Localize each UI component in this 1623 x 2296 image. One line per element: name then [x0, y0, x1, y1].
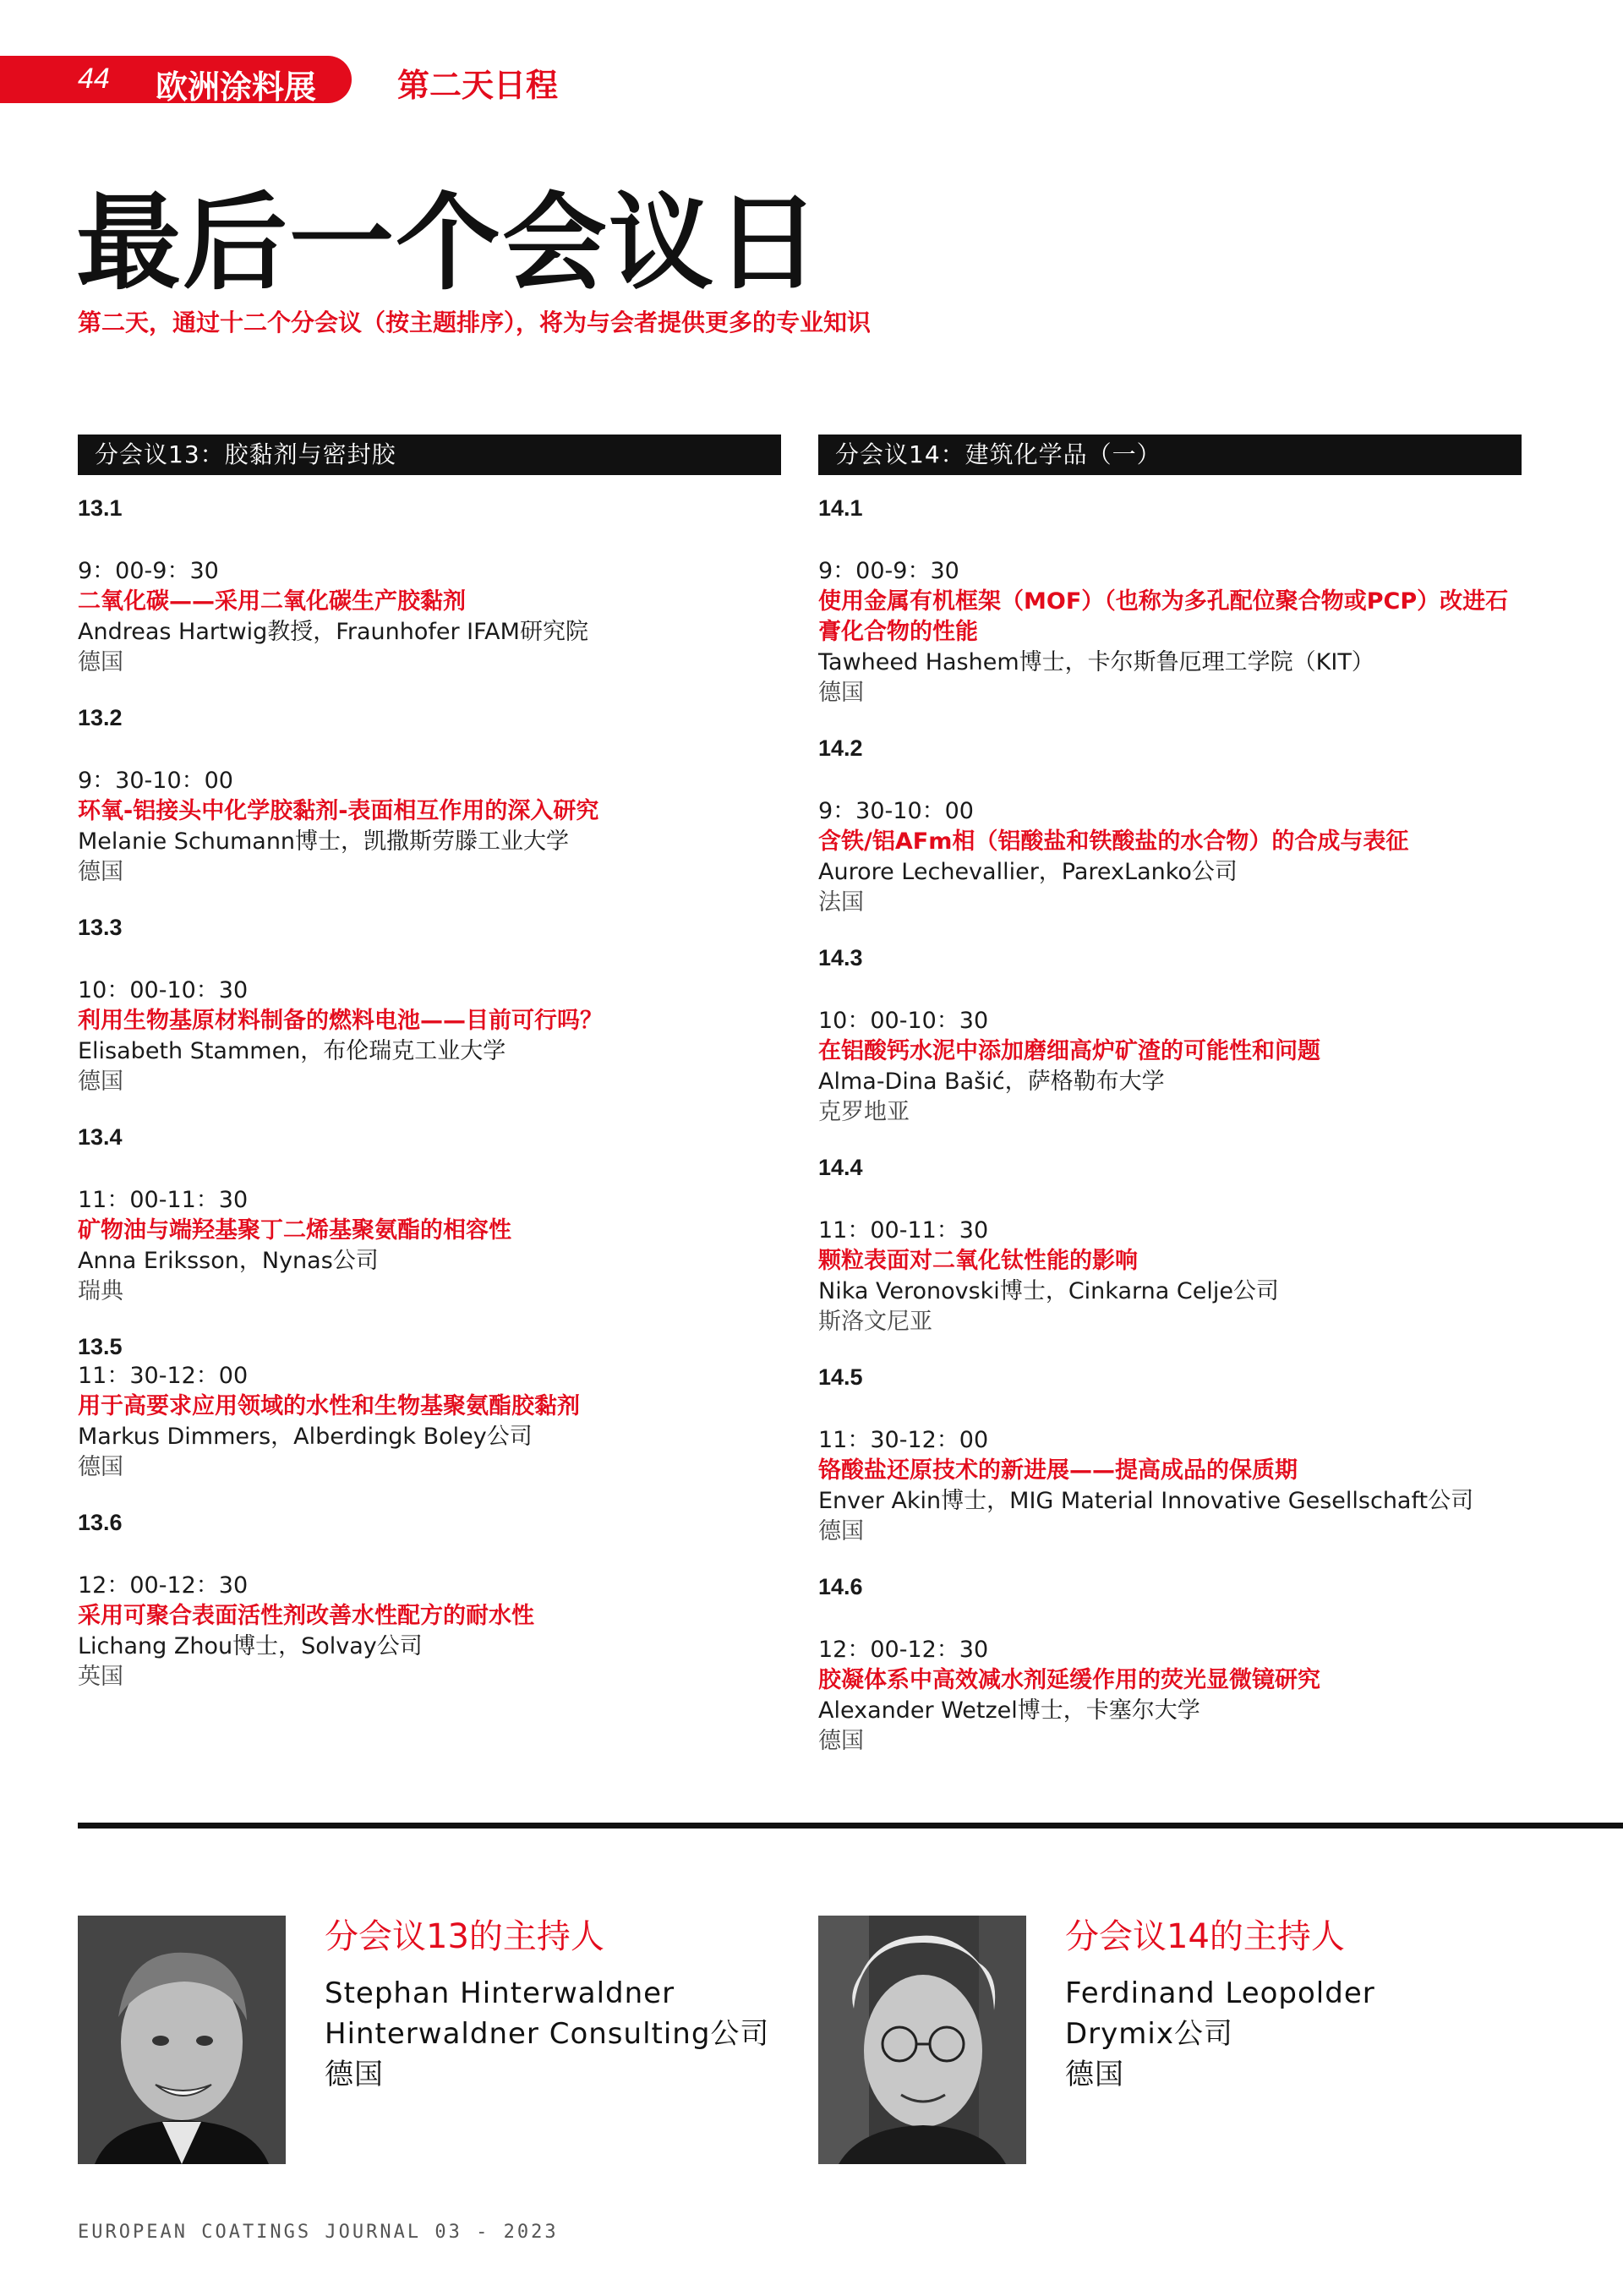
talk-id: 14.2 — [818, 735, 863, 761]
talk-speaker: Melanie Schumann博士，凯撒斯劳滕工业大学 — [78, 828, 570, 855]
talk-speaker: Enver Akin博士，MIG Material Innovative Gesellschaft公司 — [818, 1488, 1474, 1514]
session-heading: 分会议13：胶黏剂与密封胶 — [78, 435, 781, 475]
talk-title: 环氧-铝接头中化学胶黏剂-表面相互作用的深入研究 — [78, 798, 599, 824]
talk-title: 在铝酸钙水泥中添加磨细高炉矿渣的可能性和问题 — [818, 1038, 1320, 1064]
talk-title: 使用金属有机框架（MOF）（也称为多孔配位聚合物或PCP）改进石膏化合物的性能 — [818, 588, 1509, 645]
talk-title: 铬酸盐还原技术的新进展——提高成品的保质期 — [818, 1457, 1298, 1484]
talk-country: 法国 — [818, 889, 864, 916]
talk-country: 德国 — [818, 1728, 864, 1754]
talk-id: 14.3 — [818, 945, 863, 970]
talk-country: 德国 — [78, 859, 123, 885]
talk-title: 用于高要求应用领域的水性和生物基聚氨酯胶黏剂 — [78, 1393, 580, 1419]
talk-title: 含铁/铝AFm相（铝酸盐和铁酸盐的水合物）的合成与表征 — [818, 828, 1409, 855]
talk-country: 德国 — [78, 649, 123, 675]
talk-item — [818, 943, 1522, 1128]
talk-speaker: Aurore Lechevallier，ParexLanko公司 — [818, 859, 1238, 885]
moderator-company: Drymix公司 — [1065, 2017, 1233, 2051]
talk-time: 9：00-9：30 — [78, 558, 219, 584]
talk-item — [818, 1572, 1522, 1757]
session-heading: 分会议14：建筑化学品（一） — [818, 435, 1522, 475]
section-tab — [0, 56, 352, 106]
talk-title: 矿物油与端羟基聚丁二烯基聚氨酯的相容性 — [78, 1217, 511, 1244]
session-13-column — [78, 435, 781, 1692]
talk-speaker: Nika Veronovski博士，Cinkarna Celje公司 — [818, 1278, 1279, 1304]
page-subtitle: 第二天，通过十二个分会议（按主题排序），将为与会者提供更多的专业知识 — [78, 309, 872, 336]
talk-country: 克罗地亚 — [818, 1099, 910, 1125]
talk-title: 利用生物基原材料制备的燃料电池——目前可行吗？ — [78, 1008, 603, 1034]
talk-item — [818, 494, 1522, 708]
talk-id: 13.4 — [78, 1124, 123, 1150]
moderator-country: 德国 — [325, 2058, 384, 2091]
moderator-country: 德国 — [1065, 2058, 1124, 2091]
talk-speaker: Elisabeth Stammen，布伦瑞克工业大学 — [78, 1038, 506, 1064]
moderator-company: Hinterwaldner Consulting公司 — [325, 2017, 770, 2051]
talk-time: 9：30-10：00 — [78, 768, 233, 794]
talk-item — [78, 1508, 781, 1692]
moderator-photo — [78, 1916, 286, 2164]
talk-title: 采用可聚合表面活性剂改善水性配方的耐水性 — [78, 1603, 534, 1629]
talk-item — [78, 913, 781, 1097]
talk-id: 13.5 — [78, 1334, 123, 1359]
talk-item — [78, 703, 781, 888]
talk-item — [78, 1332, 781, 1483]
talk-country: 德国 — [818, 1518, 864, 1544]
talk-title: 颗粒表面对二氧化钛性能的影响 — [818, 1248, 1138, 1274]
talk-id: 13.3 — [78, 915, 123, 940]
talk-time: 10：00-10：30 — [78, 977, 249, 1003]
talk-speaker: Andreas Hartwig教授，Fraunhofer IFAM研究院 — [78, 619, 588, 645]
talk-id: 14.6 — [818, 1574, 863, 1599]
section-title: 欧洲涂料展 — [156, 68, 317, 106]
talk-time: 11：00-11：30 — [818, 1217, 989, 1244]
talk-id: 13.2 — [78, 705, 123, 730]
talk-speaker: Markus Dimmers，Alberdingk Boley公司 — [78, 1424, 533, 1450]
talk-speaker: Alexander Wetzel博士，卡塞尔大学 — [818, 1697, 1200, 1724]
section-divider — [78, 1823, 1623, 1829]
moderator-heading: 分会议14的主持人 — [1065, 1917, 1345, 1956]
talk-time: 11：30-12：00 — [78, 1363, 249, 1389]
talk-time: 9：30-10：00 — [818, 798, 974, 824]
talk-country: 德国 — [78, 1454, 123, 1480]
talk-speaker: Tawheed Hashem博士，卡尔斯鲁厄理工学院（KIT） — [818, 649, 1374, 675]
moderator-name: Ferdinand Leopolder — [1065, 1976, 1375, 2010]
moderator-heading: 分会议13的主持人 — [325, 1917, 604, 1956]
talk-time: 11：00-11：30 — [78, 1187, 249, 1213]
talk-item — [818, 1363, 1522, 1547]
talk-id: 14.1 — [818, 495, 863, 521]
talk-country: 瑞典 — [78, 1278, 123, 1304]
talk-title: 胶凝体系中高效减水剂延缓作用的荧光显微镜研究 — [818, 1667, 1320, 1693]
talk-country: 英国 — [78, 1664, 123, 1690]
talk-id: 14.4 — [818, 1155, 863, 1180]
talk-id: 13.6 — [78, 1510, 123, 1535]
talk-item — [78, 494, 781, 678]
page-number: 44 — [78, 63, 110, 95]
moderator-photo — [818, 1916, 1026, 2164]
talk-time: 10：00-10：30 — [818, 1008, 989, 1034]
page-title: 最后一个会议日 — [76, 183, 822, 304]
talk-item — [78, 1123, 781, 1307]
session-14-column — [818, 435, 1522, 1757]
day-label: 第二天日程 — [397, 67, 559, 104]
talk-id: 14.5 — [818, 1364, 863, 1390]
talk-title: 二氧化碳——采用二氧化碳生产胶黏剂 — [78, 588, 466, 615]
talk-country: 德国 — [78, 1069, 123, 1095]
talk-id: 13.1 — [78, 495, 123, 521]
talk-time: 9：00-9：30 — [818, 558, 959, 584]
talk-item — [818, 734, 1522, 918]
journal-footer: EUROPEAN COATINGS JOURNAL 03 - 2023 — [78, 2222, 559, 2243]
talk-country: 斯洛文尼亚 — [818, 1309, 932, 1335]
talk-speaker: Alma-Dina Bašić，萨格勒布大学 — [818, 1069, 1165, 1095]
talk-speaker: Anna Eriksson，Nynas公司 — [78, 1248, 379, 1274]
talk-time: 11：30-12：00 — [818, 1427, 989, 1453]
talk-country: 德国 — [818, 680, 864, 706]
talk-time: 12：00-12：30 — [78, 1572, 249, 1599]
talk-item — [818, 1153, 1522, 1337]
moderator-name: Stephan Hinterwaldner — [325, 1976, 675, 2010]
talk-speaker: Lichang Zhou博士，Solvay公司 — [78, 1633, 423, 1659]
talk-time: 12：00-12：30 — [818, 1637, 989, 1663]
